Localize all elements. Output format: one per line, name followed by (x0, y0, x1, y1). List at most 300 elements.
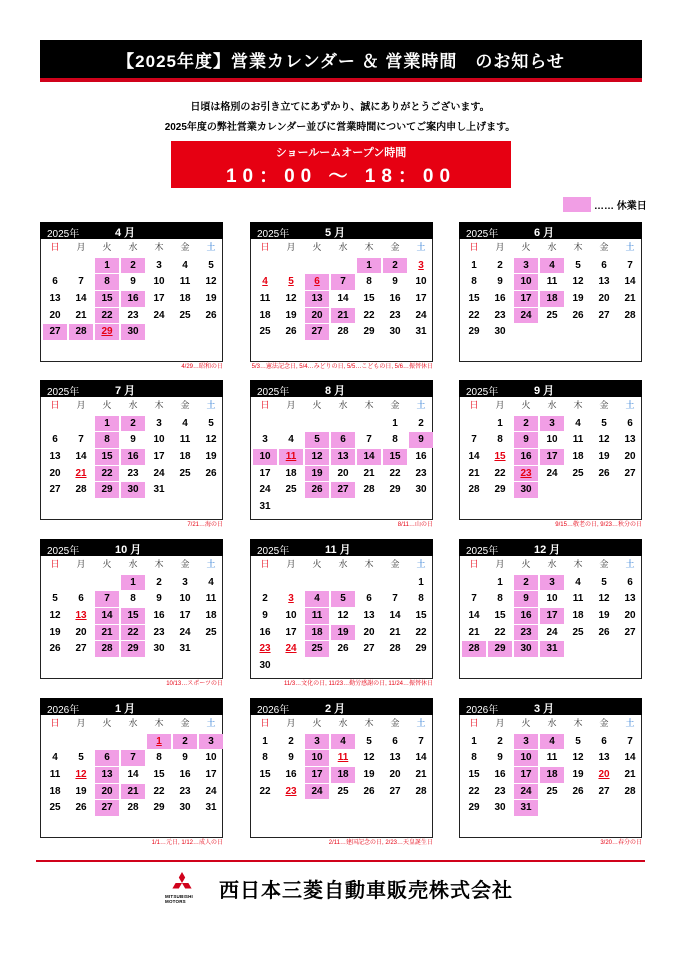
weekday-label: 月 (495, 718, 505, 728)
calendar-day: 28 (462, 641, 486, 657)
calendar-day: 9 (514, 432, 538, 448)
calendar-day: 19 (205, 293, 217, 305)
calendar-day: 10 (253, 449, 277, 465)
calendar-day: 26 (205, 309, 217, 321)
day-grid (461, 240, 640, 340)
calendar-day: 6 (95, 750, 119, 766)
calendar-day: 6 (601, 735, 607, 747)
calendar-day: 17 (259, 467, 271, 479)
calendar-day: 15 (95, 449, 119, 465)
calendar-day: 25 (572, 626, 584, 638)
month-calendar (459, 539, 642, 689)
calendar-day: 2 (383, 258, 407, 274)
month-year: 2025年 (257, 229, 290, 240)
weekday-label: 水 (547, 718, 557, 728)
calendar-day: 27 (305, 324, 329, 340)
weekday-label: 日 (260, 242, 270, 252)
calendar-day: 12 (205, 434, 217, 446)
calendar-day: 6 (627, 417, 633, 429)
calendar-day: 2 (418, 417, 424, 429)
calendar-day: 27 (43, 324, 67, 340)
calendar-day: 8 (156, 752, 162, 764)
calendar-day: 20 (624, 451, 636, 463)
calendar-day: 13 (49, 293, 61, 305)
calendar-day: 28 (69, 324, 93, 340)
calendar-day: 19 (598, 610, 610, 622)
calendar-day: 18 (540, 291, 564, 307)
calendar-day: 28 (363, 484, 375, 496)
calendar-day: 31 (179, 643, 191, 655)
calendar-day: 12 (572, 752, 584, 764)
calendar-day: 12 (572, 276, 584, 288)
weekday-label: 土 (206, 242, 216, 252)
calendar-day: 1 (262, 735, 268, 747)
month-calendar (459, 380, 642, 530)
weekday-label: 土 (625, 242, 635, 252)
empty-cell (68, 733, 94, 750)
calendar-day: 7 (331, 274, 355, 290)
weekday-label: 木 (364, 242, 374, 252)
calendar-day: 27 (598, 785, 610, 797)
weekday-label: 土 (416, 242, 426, 252)
calendar-day: 16 (121, 291, 145, 307)
calendar-day: 8 (130, 593, 136, 605)
weekday-label: 日 (260, 559, 270, 569)
calendar-day: 19 (75, 785, 87, 797)
month-label: 5 月 (325, 227, 346, 239)
month-year: 2026年 (466, 705, 499, 716)
weekday-label: 土 (625, 718, 635, 728)
calendar-day: 24 (415, 309, 427, 321)
calendar-day: 13 (598, 276, 610, 288)
calendar-day: 15 (259, 769, 271, 781)
calendar-day: 13 (389, 752, 401, 764)
calendar-day: 23 (127, 309, 139, 321)
calendar-day: 22 (494, 626, 506, 638)
calendar-day: 7 (471, 593, 477, 605)
calendar-day: 3 (156, 259, 162, 271)
empty-cell (42, 733, 68, 750)
calendar-day: 3 (262, 434, 268, 446)
calendar-day: 10 (546, 434, 558, 446)
month-calendar (250, 222, 433, 372)
calendar-day: 1 (357, 258, 381, 274)
calendar-day: 5 (288, 276, 294, 288)
calendar-day: 9 (497, 276, 503, 288)
calendar-day: 29 (389, 484, 401, 496)
holiday-note (459, 679, 642, 689)
calendar-day: 20 (305, 308, 329, 324)
weekday-label: 火 (102, 559, 112, 569)
month-header (250, 222, 433, 239)
calendar-day: 22 (95, 308, 119, 324)
calendar-day: 4 (540, 734, 564, 750)
calendar-day: 1 (392, 417, 398, 429)
calendar-day: 8 (497, 593, 503, 605)
calendar-day: 17 (179, 610, 191, 622)
calendar-day: 2 (173, 734, 197, 750)
month-year: 2025年 (257, 546, 290, 557)
calendar-day: 25 (259, 326, 271, 338)
calendar-day: 8 (95, 432, 119, 448)
calendar-day: 21 (389, 626, 401, 638)
calendar-day: 1 (471, 735, 477, 747)
calendar-day: 26 (363, 785, 375, 797)
holiday-note: 1/1…元日, 1/12…成人の日 (151, 840, 223, 846)
holiday-note: 8/11…山の日 (397, 522, 433, 528)
calendar-day: 10 (305, 750, 329, 766)
calendar-day: 4 (52, 752, 58, 764)
day-grid (252, 716, 431, 799)
calendar-day: 22 (468, 785, 480, 797)
calendar-day: 21 (468, 626, 480, 638)
empty-cell (304, 257, 330, 274)
calendar-day: 26 (572, 309, 584, 321)
calendar-day: 29 (494, 484, 506, 496)
calendar-day: 9 (130, 276, 136, 288)
weekday-label: 日 (260, 718, 270, 728)
calendar-day: 23 (514, 625, 538, 641)
calendar-day: 10 (285, 610, 297, 622)
calendar-day: 29 (415, 643, 427, 655)
empty-cell (330, 257, 356, 274)
month-days-box (459, 715, 642, 838)
weekday-label: 火 (521, 559, 531, 569)
empty-cell (252, 574, 278, 591)
calendar-day: 4 (540, 258, 564, 274)
empty-cell (94, 574, 120, 591)
calendar-day: 15 (95, 291, 119, 307)
calendar-day: 17 (540, 608, 564, 624)
calendar-day: 25 (285, 484, 297, 496)
calendar-day: 20 (75, 626, 87, 638)
calendar-day: 6 (627, 576, 633, 588)
month-days-box (40, 715, 223, 838)
empty-cell (330, 415, 356, 432)
logo-text: MITSUBISHI MOTORS (165, 894, 194, 904)
calendar-day: 21 (75, 309, 87, 321)
weekday-label: 土 (416, 400, 426, 410)
weekday-label: 日 (50, 559, 60, 569)
weekday-label: 木 (154, 242, 164, 252)
weekday-label: 日 (50, 400, 60, 410)
closed-day-swatch (563, 197, 591, 212)
month-header (459, 539, 642, 556)
calendar-day: 16 (259, 626, 271, 638)
calendar-day: 14 (75, 293, 87, 305)
holiday-note: 11/3…文化の日, 11/23…勤労感謝の日, 11/24…振替休日 (283, 681, 433, 687)
calendar-day: 23 (285, 785, 297, 797)
calendar-day: 18 (179, 293, 191, 305)
calendar-day: 17 (153, 293, 165, 305)
weekday-label: 金 (390, 559, 400, 569)
calendar-day: 11 (179, 276, 191, 288)
calendar-day: 13 (305, 291, 329, 307)
month-label: 4 月 (115, 227, 136, 239)
calendar-day: 21 (331, 308, 355, 324)
calendar-day: 14 (75, 451, 87, 463)
calendar-day: 28 (624, 309, 636, 321)
day-grid (42, 398, 221, 498)
empty-cell (278, 574, 304, 591)
weekday-label: 月 (76, 242, 86, 252)
month-calendar (40, 222, 223, 372)
calendar-day: 31 (514, 800, 538, 816)
weekday-label: 月 (286, 242, 296, 252)
calendar-day: 18 (572, 451, 584, 463)
month-header (459, 698, 642, 715)
calendar-day: 22 (363, 309, 375, 321)
weekday-label: 火 (312, 242, 322, 252)
calendar-day: 31 (259, 501, 271, 513)
calendar-day: 11 (179, 434, 191, 446)
calendar-day: 11 (49, 769, 61, 781)
calendar-day: 26 (49, 643, 61, 655)
calendar-day: 5 (78, 752, 84, 764)
calendar-day: 15 (363, 293, 375, 305)
calendar-day: 26 (285, 326, 297, 338)
calendar-day: 28 (337, 326, 349, 338)
month-header (250, 698, 433, 715)
calendar-day: 30 (153, 643, 165, 655)
calendar-day: 18 (49, 785, 61, 797)
month-header (459, 222, 642, 239)
calendar-day: 22 (95, 466, 119, 482)
weekday-label: 月 (76, 718, 86, 728)
calendar-day: 29 (153, 802, 165, 814)
calendar-day: 20 (49, 309, 61, 321)
calendar-day: 1 (471, 259, 477, 271)
calendar-day: 13 (598, 752, 610, 764)
three-diamonds-icon (169, 872, 195, 894)
calendar-day: 15 (121, 608, 145, 624)
calendar-day: 20 (95, 784, 119, 800)
calendar-day: 20 (624, 610, 636, 622)
calendar-day: 30 (415, 484, 427, 496)
calendar-day: 26 (598, 626, 610, 638)
legend-label: …… 休業日 (594, 201, 647, 212)
calendar-day: 17 (415, 293, 427, 305)
calendar-day: 7 (392, 593, 398, 605)
calendar-day: 2 (121, 258, 145, 274)
calendar-day: 4 (288, 434, 294, 446)
calendar-day: 22 (494, 467, 506, 479)
day-grid (252, 240, 431, 340)
month-days-box (250, 556, 433, 679)
calendar-day: 13 (75, 610, 87, 622)
month-label: 6 月 (534, 227, 555, 239)
calendar-day: 22 (153, 785, 165, 797)
calendar-day: 24 (153, 309, 165, 321)
calendar-day: 1 (95, 416, 119, 432)
calendar-day: 19 (598, 451, 610, 463)
calendar-day: 5 (331, 591, 355, 607)
weekday-label: 木 (154, 559, 164, 569)
month-header (40, 539, 223, 556)
calendar-day: 2 (514, 416, 538, 432)
showroom-label: ショールームオープン時間 (275, 147, 407, 159)
calendar-day: 8 (418, 593, 424, 605)
day-grid (42, 716, 221, 816)
month-year: 2025年 (47, 387, 80, 398)
calendar-day: 17 (285, 626, 297, 638)
calendar-day: 22 (121, 625, 145, 641)
calendar-day: 16 (494, 293, 506, 305)
calendar-day: 23 (127, 467, 139, 479)
month-header (250, 380, 433, 397)
month-days-box (40, 397, 223, 520)
month-year: 2025年 (47, 229, 80, 240)
weekday-label: 金 (180, 559, 190, 569)
calendar-day: 6 (366, 593, 372, 605)
calendar-day: 27 (389, 785, 401, 797)
calendar-day: 6 (392, 735, 398, 747)
empty-cell (304, 574, 330, 591)
calendar-day: 17 (153, 451, 165, 463)
month-label: 1 月 (115, 703, 136, 715)
empty-cell (68, 415, 94, 432)
calendar-day: 29 (363, 326, 375, 338)
calendar-day: 18 (205, 610, 217, 622)
calendar-day: 16 (389, 293, 401, 305)
month-days-box (459, 556, 642, 679)
weekday-label: 土 (416, 718, 426, 728)
weekday-label: 水 (547, 242, 557, 252)
calendar-day: 13 (49, 451, 61, 463)
calendar-day: 14 (127, 769, 139, 781)
month-label: 8 月 (325, 385, 346, 397)
weekday-label: 日 (260, 400, 270, 410)
weekday-label: 月 (495, 242, 505, 252)
calendar-day: 3 (514, 258, 538, 274)
calendar-day: 31 (415, 326, 427, 338)
day-grid (461, 557, 640, 657)
calendar-day: 12 (598, 593, 610, 605)
calendar-day: 13 (624, 593, 636, 605)
weekday-label: 火 (312, 718, 322, 728)
calendar-day: 2 (156, 576, 162, 588)
weekday-label: 木 (573, 242, 583, 252)
calendar-day: 26 (75, 802, 87, 814)
calendar-day: 29 (468, 326, 480, 338)
calendar-day: 16 (285, 769, 297, 781)
holiday-note: 3/20…春分の日 (600, 840, 642, 846)
calendar-day: 27 (598, 309, 610, 321)
calendar-day: 27 (624, 626, 636, 638)
calendar-day: 31 (540, 641, 564, 657)
calendar-day: 18 (305, 625, 329, 641)
calendar-day: 24 (205, 785, 217, 797)
calendar-day: 9 (409, 432, 433, 448)
month-header (459, 380, 642, 397)
empty-cell (94, 733, 120, 750)
weekday-label: 火 (102, 400, 112, 410)
calendar-day: 18 (331, 767, 355, 783)
weekday-label: 木 (154, 718, 164, 728)
calendar-day: 24 (514, 308, 538, 324)
calendar-day: 7 (627, 259, 633, 271)
calendar-day: 9 (130, 434, 136, 446)
calendar-day: 8 (497, 434, 503, 446)
month-calendar (40, 380, 223, 530)
calendar-day: 11 (259, 293, 271, 305)
calendar-day: 12 (75, 769, 87, 781)
showroom-hours: 10：00 ～ 18：00 (225, 166, 457, 187)
month-label: 9 月 (534, 385, 555, 397)
calendar-day: 1 (497, 417, 503, 429)
calendar-day: 5 (366, 735, 372, 747)
calendar-day: 19 (331, 625, 355, 641)
calendar-day: 11 (205, 593, 217, 605)
calendar-day: 25 (305, 641, 329, 657)
calendar-day: 19 (205, 451, 217, 463)
calendar-day: 10 (514, 750, 538, 766)
calendar-day: 2 (288, 735, 294, 747)
calendar-day: 15 (494, 610, 506, 622)
calendar-day: 11 (546, 276, 558, 288)
calendar-day: 12 (598, 434, 610, 446)
calendar-day: 27 (331, 482, 355, 498)
empty-cell (461, 415, 487, 432)
calendar-day: 13 (363, 610, 375, 622)
calendar-day: 8 (392, 434, 398, 446)
calendar-day: 3 (418, 259, 424, 271)
calendar-day: 3 (540, 575, 564, 591)
calendar-day: 20 (389, 769, 401, 781)
month-label: 3 月 (534, 703, 555, 715)
calendar-day: 8 (95, 274, 119, 290)
calendar-day: 2 (497, 259, 503, 271)
mitsubishi-logo (165, 872, 199, 904)
company-name: 西日本三菱自動車販売株式会社 (219, 879, 513, 902)
empty-cell (461, 574, 487, 591)
calendar-day: 3 (288, 593, 294, 605)
calendar-day: 10 (514, 274, 538, 290)
calendar-day: 21 (415, 769, 427, 781)
weekday-label: 木 (364, 559, 374, 569)
calendar-day: 29 (488, 641, 512, 657)
calendar-day: 2 (262, 593, 268, 605)
weekday-label: 月 (286, 718, 296, 728)
calendar-day: 2 (514, 575, 538, 591)
empty-cell (278, 257, 304, 274)
empty-cell (356, 574, 382, 591)
weekday-label: 木 (573, 718, 583, 728)
weekday-label: 金 (390, 718, 400, 728)
month-year: 2025年 (466, 229, 499, 240)
weekday-label: 木 (573, 559, 583, 569)
calendar-day: 7 (78, 276, 84, 288)
calendar-day: 11 (572, 434, 584, 446)
empty-cell (330, 574, 356, 591)
holiday-note: 7/21…海の日 (187, 522, 223, 528)
calendar-day: 24 (179, 626, 191, 638)
calendar-day: 7 (471, 434, 477, 446)
calendar-day: 30 (494, 802, 506, 814)
calendar-day: 1 (418, 576, 424, 588)
calendar-day: 13 (95, 767, 119, 783)
calendar-day: 23 (415, 467, 427, 479)
month-label: 10 月 (115, 544, 142, 556)
calendar-day: 15 (383, 449, 407, 465)
calendar-day: 3 (182, 576, 188, 588)
calendar-day: 27 (75, 643, 87, 655)
intro-text (0, 98, 680, 138)
weekday-label: 月 (286, 559, 296, 569)
weekday-label: 水 (128, 559, 138, 569)
calendar-day: 9 (497, 752, 503, 764)
calendar-day: 28 (127, 802, 139, 814)
